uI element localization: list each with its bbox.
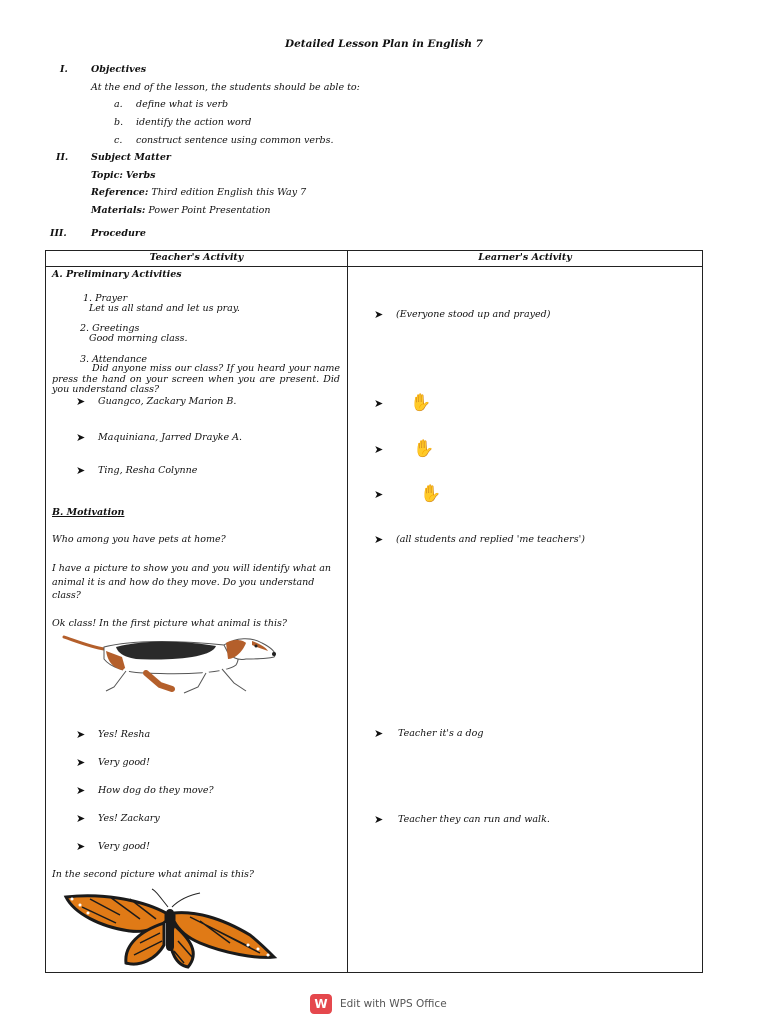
bullet-icon: ➤ [76,812,86,825]
reference-label: Reference: [91,187,149,198]
procedure-number: III. [50,228,67,239]
objective-item-c: construct sentence using common verbs. [136,135,334,146]
bullet-icon: ➤ [76,464,86,477]
wps-footer[interactable] [310,993,447,1015]
first-picture-question: Ok class! In the first picture what animal is this? [52,618,287,629]
learner-activity-header: Learner's Activity [478,252,572,263]
wps-logo-icon: W [310,994,332,1014]
student-name-1: Guangco, Zackary Marion B. [98,396,237,407]
topic-line [91,170,155,181]
bullet-icon: ➤ [374,397,384,410]
bullet-icon: ➤ [76,784,86,797]
second-picture-question: In the second picture what animal is this? [52,869,254,880]
question-pets: Who among you have pets at home? [52,534,226,545]
bullet-icon: ➤ [76,728,86,741]
materials-line [91,205,270,216]
subject-number: II. [56,152,69,163]
attendance-text: Did anyone miss our class? If you heard your name press the hand on your screen when you are present. Did you understand class? [52,363,340,395]
objectives-number: I. [60,64,68,75]
learner-pets-reply: (all students and replied 'me teachers') [396,534,585,545]
student-name-3: Ting, Resha Colynne [98,465,198,476]
bullet-icon: ➤ [374,727,384,740]
objective-letter-c: c. [114,135,123,146]
prayer-text: Let us all stand and let us pray. [89,303,240,314]
greetings-title: 2. Greetings [80,323,140,334]
attendance-title: 3. Attendance [80,354,147,365]
learner-prayed: (Everyone stood up and prayed) [396,309,551,320]
activity-table [45,250,703,973]
bullet-icon: ➤ [76,756,86,769]
objective-letter-b: b. [114,117,124,128]
question-dog-move: How dog do they move? [98,785,214,796]
beagle-dog-illustration [56,629,281,699]
preliminary-heading: A. Preliminary Activities [52,269,182,280]
column-divider [347,251,348,972]
teacher-activity-header: Teacher's Activity [149,252,244,263]
response-zackary: Yes! Zackary [98,813,160,824]
greetings-text: Good morning class. [89,333,188,344]
materials-value: Power Point Presentation [148,205,271,216]
objective-letter-a: a. [114,99,123,110]
raised-hand-icon: ✋ [420,484,442,504]
header-divider [46,266,702,267]
objective-item-b: identify the action word [136,117,252,128]
raised-hand-icon: ✋ [410,393,432,413]
learner-move-answer: Teacher they can run and walk. [398,814,550,825]
bullet-icon: ➤ [374,308,384,321]
student-name-2: Maquiniana, Jarred Drayke A. [98,432,243,443]
raised-hand-icon: ✋ [413,439,435,459]
topic-value: Verbs [125,170,156,181]
motivation-heading: B. Motivation [52,507,125,518]
prayer-title: 1. Prayer [83,293,128,304]
objectives-heading: Objectives [91,64,147,75]
subject-heading: Subject Matter [91,152,171,163]
objectives-intro: At the end of the lesson, the students should be able to: [91,82,360,93]
response-resha: Yes! Resha [98,729,151,740]
document-title: Detailed Lesson Plan in English 7 [285,38,483,50]
objective-item-a: define what is verb [136,99,229,110]
topic-label: Topic: [91,170,123,181]
bullet-icon: ➤ [76,840,86,853]
monarch-butterfly-illustration [60,887,280,971]
response-very-good-1: Very good! [98,757,150,768]
bullet-icon: ➤ [76,431,86,444]
reference-line [91,187,306,198]
procedure-heading: Procedure [91,228,146,239]
picture-intro: I have a picture to show you and you will identify what an animal it is and how do they move. Do you understand class? [52,563,331,601]
bullet-icon: ➤ [374,488,384,501]
bullet-icon: ➤ [374,533,384,546]
reference-value: Third edition English this Way 7 [151,187,307,198]
materials-label: Materials: [91,205,146,216]
bullet-icon: ➤ [374,443,384,456]
response-very-good-2: Very good! [98,841,150,852]
bullet-icon: ➤ [76,395,86,408]
learner-dog-answer: Teacher it's a dog [398,728,484,739]
bullet-icon: ➤ [374,813,384,826]
wps-edit-link[interactable]: Edit with WPS Office [340,998,447,1010]
